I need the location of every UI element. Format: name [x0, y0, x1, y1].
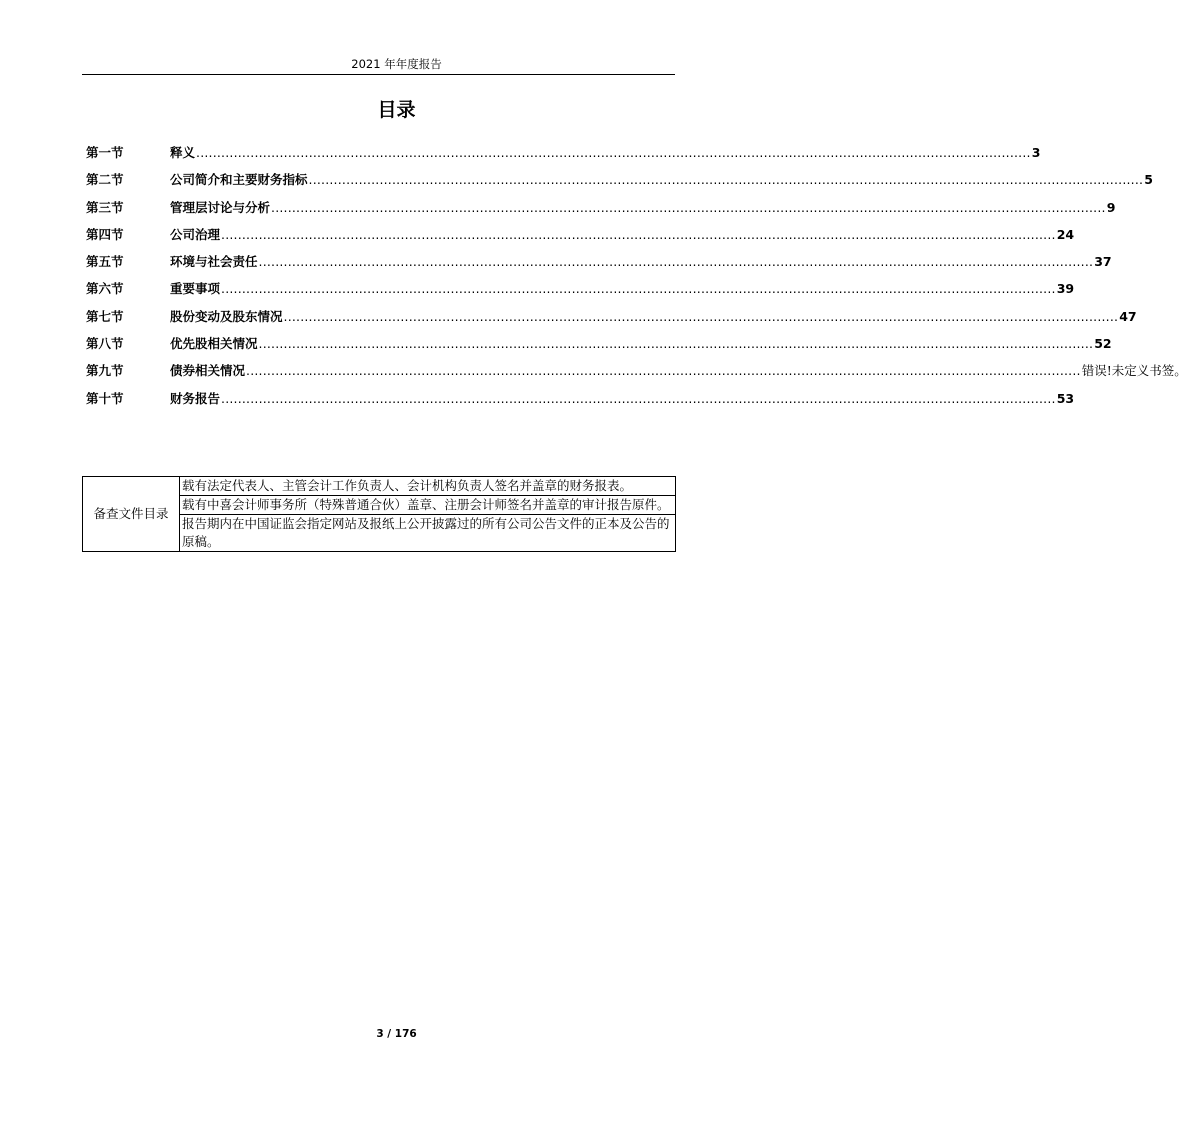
toc-section-number: 第三节 — [86, 199, 124, 215]
toc-page-number: 24 — [1056, 226, 1075, 242]
reference-document-item: 载有中喜会计师事务所（特殊普通合伙）盖章、注册会计师签名并盖章的审计报告原件。 — [180, 496, 676, 515]
toc-entry[interactable] — [86, 225, 1075, 252]
toc-leader-dots: ........................................................................................................................................................................................................ — [221, 226, 1056, 242]
toc-section-number: 第一节 — [86, 145, 124, 160]
toc-section-title: 环境与社会责任 — [170, 254, 258, 270]
toc-page-number: 37 — [1094, 254, 1112, 270]
toc-section-number: 第二节 — [86, 172, 124, 188]
toc-leader-dots: ........................................................................................................................................................................................................ — [221, 281, 1056, 297]
toc-section-number: 第四节 — [86, 226, 124, 242]
toc-leader-dots: ........................................................................................................................................................................................................ — [258, 336, 1094, 352]
toc-page-number: 52 — [1094, 336, 1112, 352]
toc-section-title: 管理层讨论与分析 — [170, 199, 271, 215]
reference-document-item: 报告期内在中国证监会指定网站及报纸上公开披露过的所有公司公告文件的正本及公告的原稿。 — [180, 515, 676, 552]
toc-entry[interactable] — [86, 170, 1153, 197]
running-header: 2021 年年度报告 — [351, 57, 442, 71]
reference-documents-table — [82, 476, 676, 552]
toc-leader-dots: ........................................................................................................................................................................................................ — [271, 199, 1106, 215]
page-number-footer: 3 / 176 — [376, 1028, 417, 1040]
toc-page-number: 47 — [1119, 308, 1137, 324]
toc-leader-dots: ........................................................................................................................................................................................................ — [221, 390, 1056, 406]
reference-document-item: 载有法定代表人、主管会计工作负责人、会计机构负责人签名并盖章的财务报表。 — [180, 477, 676, 496]
toc-section-title: 公司简介和主要财务指标 — [170, 172, 308, 188]
toc-section-title: 公司治理 — [170, 226, 221, 242]
toc-section-number: 第六节 — [86, 281, 124, 297]
toc-title: 目录 — [377, 99, 416, 121]
toc-page-number: 3 — [1031, 145, 1041, 160]
toc-leader-dots: ........................................................................................................................................................................................................ — [308, 172, 1144, 188]
toc-entry[interactable] — [86, 198, 1116, 225]
toc-section-title: 财务报告 — [170, 390, 221, 406]
toc-entry[interactable] — [86, 279, 1075, 306]
reference-documents-label: 备查文件目录 — [83, 477, 180, 552]
toc-entry[interactable] — [86, 143, 1041, 170]
toc-section-title: 股份变动及股东情况 — [170, 308, 283, 324]
toc-leader-dots: ........................................................................................................................................................................................................ — [283, 308, 1119, 324]
table-row — [83, 477, 676, 496]
toc-page-number: 39 — [1056, 281, 1075, 297]
toc-entry[interactable] — [86, 252, 1112, 279]
toc-section-number: 第五节 — [86, 254, 124, 270]
toc-entry[interactable] — [86, 361, 1187, 388]
toc-page-error-text: 错误!未定义书签。 — [1081, 363, 1187, 379]
toc-entry[interactable] — [86, 334, 1112, 361]
toc-leader-dots: ........................................................................................................................................................................................................ — [246, 363, 1081, 379]
toc-section-title: 优先股相关情况 — [170, 336, 258, 352]
toc-section-number: 第七节 — [86, 308, 124, 324]
toc-section-number: 第九节 — [86, 363, 124, 379]
toc-entry[interactable] — [86, 307, 1137, 334]
toc-section-title: 重要事项 — [170, 281, 221, 297]
toc-page-number: 53 — [1056, 390, 1075, 406]
table-of-contents — [86, 143, 1187, 416]
header-rule — [82, 74, 675, 75]
toc-entry[interactable] — [86, 389, 1075, 416]
toc-section-title: 债券相关情况 — [170, 363, 246, 379]
toc-section-number: 第十节 — [86, 390, 124, 406]
toc-page-number: 9 — [1106, 199, 1116, 215]
toc-section-title: 释义 — [170, 145, 196, 160]
toc-section-number: 第八节 — [86, 336, 124, 352]
toc-leader-dots: ........................................................................................................................................................................................................ — [258, 254, 1094, 270]
toc-leader-dots: ........................................................................................................................................................................................................ — [196, 145, 1031, 160]
toc-page-number: 5 — [1144, 172, 1153, 188]
